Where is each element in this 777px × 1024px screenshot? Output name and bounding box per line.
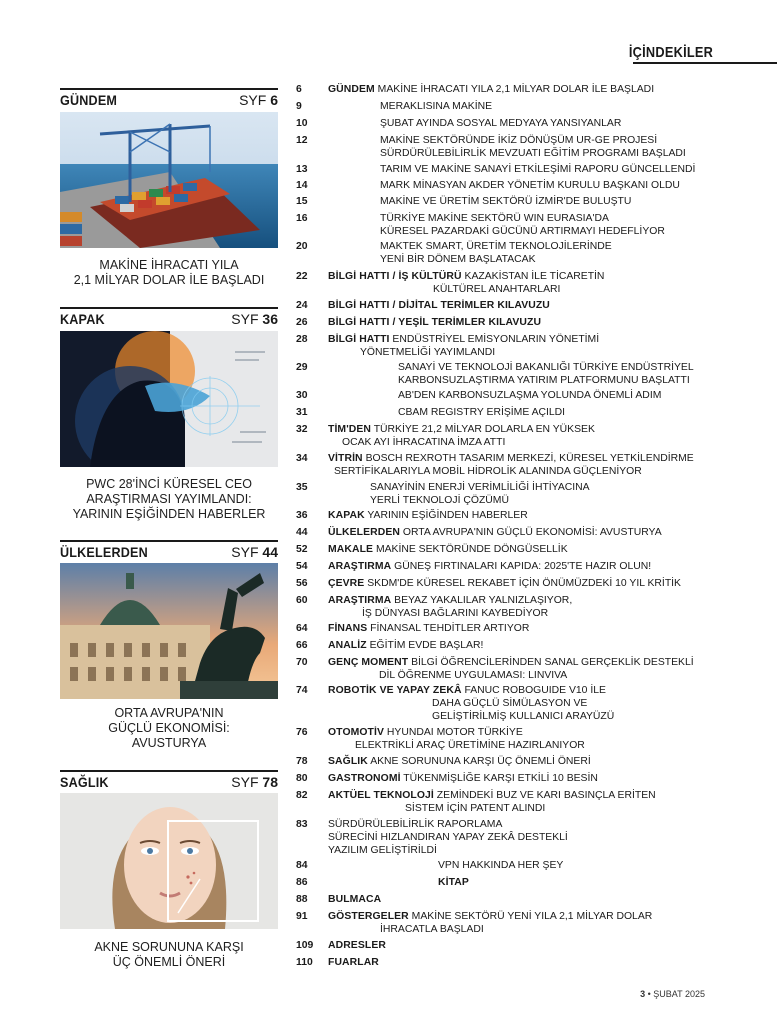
toc-entry-body bbox=[328, 640, 723, 653]
toc-page-number: 91 bbox=[296, 911, 308, 922]
toc-page-number: 34 bbox=[296, 453, 308, 464]
vienna-statue-image bbox=[60, 563, 278, 699]
toc-page-number: 22 bbox=[296, 271, 308, 282]
toc-page-number: 44 bbox=[296, 527, 308, 538]
cargo-ship-image bbox=[60, 112, 278, 248]
toc-entry-title: FANUC ROBOGUIDE V10 İLE bbox=[464, 685, 606, 696]
toc-entry-title: İHRACATLA BAŞLADI bbox=[380, 923, 484, 935]
toc-entry-title: FİNANSAL TEHDİTLER ARTIYOR bbox=[370, 623, 530, 634]
toc-entry-title: AB'DEN KARBONSUZLAŞMA YOLUNDA ÖNEMLİ ADIM bbox=[398, 390, 662, 401]
toc-page-number: 12 bbox=[296, 135, 308, 146]
section-rule bbox=[60, 540, 278, 542]
issue-date: ŞUBAT 2025 bbox=[653, 989, 705, 999]
toc-entry-title: YAZILIM GELİŞTİRİLDİ bbox=[328, 844, 437, 856]
toc-entry-title: İŞ DÜNYASI BAĞLARINI KAYBEDİYOR bbox=[362, 607, 549, 619]
toc-page-number: 35 bbox=[296, 482, 308, 493]
toc-entry-body bbox=[328, 527, 723, 540]
toc-entry-title: YENİ BİR DÖNEM BAŞLATACAK bbox=[380, 253, 536, 265]
toc-entry-title: ELEKTRİKLİ ARAÇ ÜRETİMİNE HAZIRLANIYOR bbox=[355, 739, 585, 751]
toc-section-name: OTOMOTİV bbox=[328, 727, 385, 738]
toc-entry-body bbox=[328, 196, 723, 209]
toc-page-number: 32 bbox=[296, 424, 308, 435]
section-rule bbox=[60, 307, 278, 309]
toc-page-number: 70 bbox=[296, 657, 308, 668]
toc-entry-body bbox=[328, 135, 723, 161]
toc-entry-body bbox=[328, 317, 723, 330]
toc-section-name: ÜLKELERDEN bbox=[328, 527, 401, 538]
toc-entry-title: OCAK AYI İHRACATINA İMZA ATTI bbox=[342, 436, 506, 448]
toc-page-number: 56 bbox=[296, 578, 308, 589]
toc-entry-title: SERTİFİKALARIYLA MOBİL HİDROLİK ALANINDA GÜÇLENİYOR bbox=[334, 465, 642, 477]
toc-entry-body bbox=[328, 101, 723, 114]
toc-page-number: 30 bbox=[296, 390, 308, 401]
toc-entry-title: TÜKENMİŞLİĞE KARŞI ETKİLİ 10 BESİN bbox=[403, 773, 598, 784]
toc-entry-title: ORTA AVRUPA'NIN GÜÇLÜ EKONOMİSİ: AVUSTURYA bbox=[402, 527, 662, 538]
toc-page-number: 74 bbox=[296, 685, 308, 696]
toc-page-number: 52 bbox=[296, 544, 308, 555]
toc-page-number: 31 bbox=[296, 407, 308, 418]
toc-entry-body bbox=[328, 911, 723, 937]
toc-page-number: 9 bbox=[296, 101, 302, 112]
toc-page-number: 6 bbox=[296, 84, 302, 95]
toc-section-name: MAKALE bbox=[328, 544, 374, 555]
toc-page-number: 86 bbox=[296, 877, 308, 888]
toc-entry-title: MERAKLISINA MAKİNE bbox=[380, 101, 493, 112]
toc-entry-body bbox=[328, 595, 723, 621]
section-header-kapak bbox=[60, 311, 278, 329]
section-name: GÜNDEM bbox=[60, 92, 118, 108]
toc-entry-body bbox=[328, 424, 723, 450]
toc-entry-body bbox=[328, 407, 723, 420]
toc-entry-title: SANAYİNİN ENERJİ VERİMLİLİĞİ İHTİYACINA bbox=[370, 482, 590, 493]
toc-entry-body bbox=[328, 877, 723, 890]
section-header-gundem bbox=[60, 92, 278, 110]
toc-entry-title: YARININ EŞİĞİNDEN HABERLER bbox=[367, 510, 528, 521]
toc-section-name: BİLGİ HATTI bbox=[328, 334, 390, 345]
toc-entry-title: TARIM VE MAKİNE SANAYİ ETKİLEŞİMİ RAPORU GÜNCELLENDİ bbox=[380, 164, 696, 175]
section-rule bbox=[60, 770, 278, 772]
toc-entry-body bbox=[328, 860, 723, 873]
toc-entry-body bbox=[328, 334, 723, 360]
toc-entry-title: SANAYİ VE TEKNOLOJİ BAKANLIĞI TÜRKİYE ENDÜSTRİYEL bbox=[398, 362, 694, 373]
toc-entry-body bbox=[328, 578, 723, 591]
section-caption: AKNE SORUNUNA KARŞI ÜÇ ÖNEMLİ ÖNERİ bbox=[94, 940, 244, 969]
toc-entry-title: ENDÜSTRİYEL EMİSYONLARIN YÖNETİMİ bbox=[392, 334, 600, 345]
toc-entry-title: BEYAZ YAKALILAR YALNIZLAŞIYOR, bbox=[394, 595, 573, 606]
toc-page-number: 36 bbox=[296, 510, 308, 521]
toc-entry-body bbox=[328, 940, 723, 953]
section-header-ulkelerden bbox=[60, 544, 278, 562]
toc-entry-body bbox=[328, 894, 723, 907]
toc-section-name: BİLGİ HATTI / YEŞİL TERİMLER KILAVUZU bbox=[328, 317, 542, 328]
toc-entry-body bbox=[328, 561, 723, 574]
toc-entry-title: SİSTEM İÇİN PATENT ALINDI bbox=[405, 802, 546, 814]
toc-entry-title: MAKİNE SEKTÖRÜ YENİ YILA 2,1 MİLYAR DOLAR bbox=[411, 911, 653, 922]
toc-section-name: SAĞLIK bbox=[328, 756, 368, 767]
toc-section-name: ARAŞTIRMA bbox=[328, 561, 392, 572]
toc-entry-body bbox=[328, 657, 723, 683]
toc-entry-title: SÜRDÜRÜLEBİLİRLİK RAPORLAMA bbox=[328, 819, 503, 830]
toc-entry-title: CBAM REGISTRY ERİŞİME AÇILDI bbox=[398, 407, 566, 418]
toc-entry-body bbox=[328, 118, 723, 131]
toc-entry-body bbox=[328, 544, 723, 557]
section-name: SAĞLIK bbox=[60, 774, 109, 790]
toc-page-number: 109 bbox=[296, 940, 314, 951]
toc-page-number: 29 bbox=[296, 362, 308, 373]
toc-section-name: KAPAK bbox=[328, 510, 365, 521]
woman-face-image bbox=[60, 793, 278, 929]
toc-page-number: 82 bbox=[296, 790, 308, 801]
section-page: SYF 44 bbox=[231, 544, 278, 560]
toc-page-number: 80 bbox=[296, 773, 308, 784]
toc-entry-body bbox=[328, 727, 723, 753]
toc-entry-body bbox=[328, 180, 723, 193]
toc-section-name: KİTAP bbox=[438, 877, 469, 888]
toc-entry-body bbox=[328, 790, 723, 816]
toc-entry-title: MAKİNE SEKTÖRÜNDE DÖNGÜSELLİK bbox=[375, 544, 568, 555]
toc-entry-title: AKNE SORUNUNA KARŞI ÜÇ ÖNEMLİ ÖNERİ bbox=[370, 756, 591, 767]
toc-entry-body bbox=[328, 773, 723, 786]
toc-entry-title: MAKİNE SEKTÖRÜNDE İKİZ DÖNÜŞÜM UR-GE PROJESİ bbox=[380, 135, 658, 146]
section-rule bbox=[60, 88, 278, 90]
toc-entry-body bbox=[328, 756, 723, 769]
toc-entry-title: YÖNETMELİĞİ YAYIMLANDI bbox=[360, 346, 496, 358]
toc-entry-body bbox=[328, 957, 723, 970]
toc-entry-body bbox=[328, 241, 723, 267]
toc-entry-title: ZEMİNDEKİ BUZ VE KARI BASINÇLA ERİTEN bbox=[436, 790, 656, 801]
toc-section-name: TİM'DEN bbox=[328, 424, 371, 435]
toc-section-name: ARAŞTIRMA bbox=[328, 595, 392, 606]
toc-entry-body bbox=[328, 164, 723, 177]
toc-page-number: 64 bbox=[296, 623, 308, 634]
toc-section-name: VİTRİN bbox=[328, 453, 363, 464]
toc-entry-title: KAZAKİSTAN İLE TİCARETİN bbox=[464, 271, 605, 282]
toc-entry-title: YERLİ TEKNOLOJİ ÇÖZÜMÜ bbox=[370, 494, 509, 506]
toc-entry-title: ŞUBAT AYINDA SOSYAL MEDYAYA YANSIYANLAR bbox=[380, 118, 622, 129]
toc-section-name: ÇEVRE bbox=[328, 578, 365, 589]
toc-section-name: GENÇ MOMENT bbox=[328, 657, 409, 668]
toc-entry-title: HYUNDAI MOTOR TÜRKİYE bbox=[386, 727, 523, 738]
toc-entry-title: KÜLTÜREL ANAHTARLARI bbox=[433, 283, 561, 295]
page-number: 3 bbox=[640, 989, 646, 999]
toc-entry-body bbox=[328, 685, 723, 723]
toc-entry-title: MAKİNE İHRACATI YILA 2,1 MİLYAR DOLAR İLE BAŞLADI bbox=[377, 84, 655, 95]
toc-entry-title: TÜRKİYE 21,2 MİLYAR DOLARLA EN YÜKSEK bbox=[373, 424, 595, 435]
header-rule bbox=[633, 62, 777, 64]
toc-section-name: GÜNDEM bbox=[328, 84, 375, 95]
toc-entry-title: VPN HAKKINDA HER ŞEY bbox=[438, 860, 564, 871]
toc-entry-title: SÜRECİNİ HIZLANDIRAN YAPAY ZEKÂ DESTEKLİ bbox=[328, 831, 568, 843]
toc-entry-title: EĞİTİM EVDE BAŞLAR! bbox=[369, 640, 484, 651]
toc-section-name: ADRESLER bbox=[328, 940, 386, 951]
toc-page-number: 54 bbox=[296, 561, 308, 572]
toc-section-name: ANALİZ bbox=[328, 640, 367, 651]
toc-page-number: 60 bbox=[296, 595, 308, 606]
toc-section-name: BİLGİ HATTI / İŞ KÜLTÜRÜ bbox=[328, 271, 462, 282]
toc-page-number: 110 bbox=[296, 957, 313, 968]
toc-entry-body bbox=[328, 362, 723, 388]
toc-page-number: 83 bbox=[296, 819, 308, 830]
toc-entry-body bbox=[328, 300, 723, 313]
toc-entry-body bbox=[328, 84, 723, 97]
toc-entry-title: GÜNEŞ FIRTINALARI KAPIDA: 2025'TE HAZIR OLUN! bbox=[394, 561, 652, 572]
toc-section-name: BULMACA bbox=[328, 894, 382, 905]
toc-page-number: 24 bbox=[296, 300, 308, 311]
toc-page-number: 84 bbox=[296, 860, 308, 871]
section-caption: MAKİNE İHRACATI YILA 2,1 MİLYAR DOLAR İLE BAŞLADI bbox=[73, 258, 265, 287]
section-caption: PWC 28'İNCİ KÜRESEL CEO ARAŞTIRMASI YAYIMLANDI: YARININ EŞİĞİNDEN HABERLER bbox=[72, 477, 266, 521]
section-page: SYF 6 bbox=[239, 92, 278, 108]
page-footer bbox=[640, 989, 705, 999]
toc-entry-title: KARBONSUZLAŞTIRMA YATIRIM PLATFORMUNU BAŞLATTI bbox=[398, 374, 690, 386]
section-page: SYF 36 bbox=[231, 311, 278, 327]
toc-entry-body bbox=[328, 213, 723, 239]
toc-page-number: 76 bbox=[296, 727, 308, 738]
toc-page-number: 13 bbox=[296, 164, 308, 175]
toc-section-name: AKTÜEL TEKNOLOJİ bbox=[328, 790, 434, 801]
toc-entry-title: SÜRDÜRÜLEBİLİRLİK MEVZUATI EĞİTİM PROGRAMI BAŞLADI bbox=[380, 147, 686, 159]
toc-page-number: 20 bbox=[296, 241, 308, 252]
toc-page-number: 26 bbox=[296, 317, 308, 328]
toc-page-number: 16 bbox=[296, 213, 308, 224]
toc-section-name: ROBOTİK VE YAPAY ZEKÂ bbox=[328, 685, 462, 696]
toc-entry-title: TÜRKİYE MAKİNE SEKTÖRÜ WIN EURASIA'DA bbox=[380, 213, 609, 224]
featured-sections bbox=[60, 0, 278, 1024]
toc-entry-title: BOSCH REXROTH TASARIM MERKEZİ, KÜRESEL YETKİLENDİRME bbox=[365, 453, 694, 464]
footer-separator: • bbox=[647, 989, 651, 999]
toc-entry-title: DAHA GÜÇLÜ SİMÜLASYON VE bbox=[432, 697, 588, 709]
toc-entry-title: MAKİNE VE ÜRETİM SEKTÖRÜ İZMİR'DE BULUŞTU bbox=[380, 196, 632, 207]
toc-entry-title: GELİŞTİRİLMİŞ KULLANICI ARAYÜZÜ bbox=[432, 710, 615, 722]
section-name: KAPAK bbox=[60, 311, 105, 327]
toc-page-number: 28 bbox=[296, 334, 308, 345]
toc-entry-title: SKDM'DE KÜRESEL REKABET İÇİN ÖNÜMÜZDEKİ 10 YIL KRİTİK bbox=[367, 578, 681, 589]
toc-page-number: 15 bbox=[296, 196, 308, 207]
section-page: SYF 78 bbox=[231, 774, 278, 790]
toc-page-number: 78 bbox=[296, 756, 308, 767]
section-name: ÜLKELERDEN bbox=[60, 544, 148, 560]
toc-entry-body bbox=[328, 510, 723, 523]
toc-entry-title: KÜRESEL PAZARDAKİ GÜCÜNÜ ARTIRMAYI HEDEFLİYOR bbox=[380, 225, 665, 237]
toc-entry-title: MAKTEK SMART, ÜRETİM TEKNOLOJİLERİNDE bbox=[380, 241, 612, 252]
section-header-saglik bbox=[60, 774, 278, 792]
toc-section-name: FİNANS bbox=[328, 623, 368, 634]
vr-headset-image bbox=[60, 331, 278, 467]
toc-entry-body bbox=[328, 271, 723, 297]
toc-entry-title: MARK MİNASYAN AKDER YÖNETİM KURULU BAŞKANI OLDU bbox=[380, 180, 680, 191]
toc-section-name: FUARLAR bbox=[328, 957, 379, 968]
toc-section-name: GÖSTERGELER bbox=[328, 911, 409, 922]
toc-section-name: BİLGİ HATTI / DİJİTAL TERİMLER KILAVUZU bbox=[328, 300, 550, 311]
toc-section-name: GASTRONOMİ bbox=[328, 773, 401, 784]
toc-page-number: 88 bbox=[296, 894, 308, 905]
toc-entry-body bbox=[328, 453, 723, 479]
section-caption: ORTA AVRUPA'NIN GÜÇLÜ EKONOMİSİ: AVUSTURYA bbox=[108, 706, 230, 750]
toc-page-number: 10 bbox=[296, 118, 308, 129]
toc-page-number: 66 bbox=[296, 640, 308, 651]
toc-page-number: 14 bbox=[296, 180, 308, 191]
toc-entry-body bbox=[328, 390, 723, 403]
toc-entry-body bbox=[328, 623, 723, 636]
toc-entry-body bbox=[328, 482, 723, 508]
toc-entry-title: DİL ÖĞRENME UYGULAMASI: LINVIVA bbox=[379, 669, 568, 681]
toc-entry-title: BİLGİ ÖĞRENCİLERİNDEN SANAL GERÇEKLİK DESTEKLİ bbox=[411, 657, 694, 668]
toc-entry-body bbox=[328, 819, 723, 857]
page-title: İÇİNDEKİLER bbox=[628, 44, 713, 61]
